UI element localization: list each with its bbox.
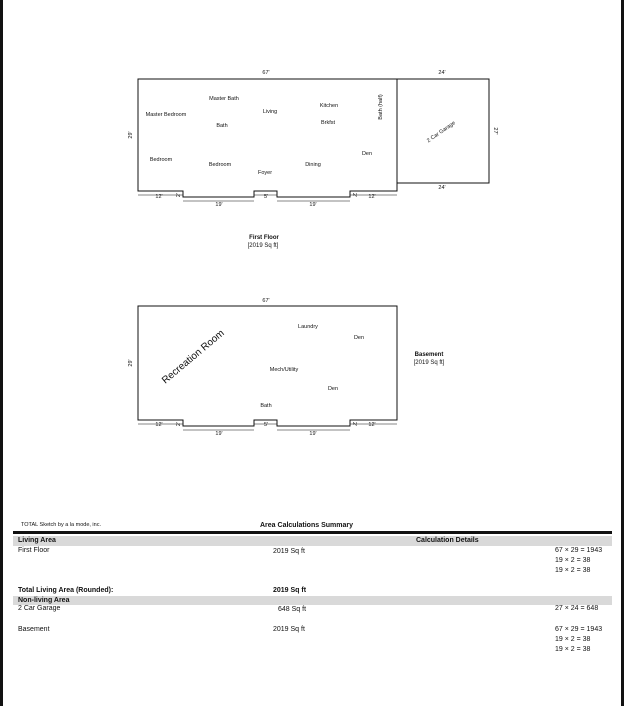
bs-dim-left: 29' bbox=[128, 359, 134, 367]
room-garage: 2 Car Garage bbox=[426, 120, 457, 145]
ff-dim-step-left: 2' bbox=[176, 192, 182, 198]
first-floor-title: First Floor bbox=[249, 235, 279, 241]
bs-calc-2: 19 × 2 = 38 bbox=[555, 636, 591, 643]
ff-dim-top: 67' bbox=[262, 70, 270, 76]
bs-calc-3: 19 × 2 = 38 bbox=[555, 646, 591, 653]
ff-dim-garage-right: 27' bbox=[492, 127, 498, 135]
room-brkfst: Brkfst bbox=[320, 120, 336, 126]
living-area-header-bar bbox=[13, 536, 612, 546]
ff-dim-bottom-19-right: 19' bbox=[309, 202, 317, 208]
summary-top-rule bbox=[13, 531, 612, 534]
ff-dim-bottom-19-left: 19' bbox=[215, 202, 223, 208]
bs-dim-bottom-5: 5' bbox=[263, 422, 269, 428]
ff-calc-1: 67 × 29 = 1943 bbox=[555, 547, 603, 554]
ff-dim-step-right: 2' bbox=[351, 192, 357, 198]
ff-dim-garage-top: 24' bbox=[438, 70, 446, 76]
ff-dim-bottom-12-left: 12' bbox=[155, 194, 163, 200]
room-mech-utility: Mech/Utility bbox=[269, 367, 299, 373]
basement-title: Basement bbox=[414, 352, 444, 358]
living-area-label: Living Area bbox=[18, 537, 56, 544]
garage-calc: 27 × 24 = 648 bbox=[555, 605, 599, 612]
basement-area: [2019 Sq ft] bbox=[413, 360, 445, 366]
first-floor-area: [2019 Sq ft] bbox=[247, 243, 279, 249]
bs-dim-top: 67' bbox=[262, 298, 270, 304]
ff-dim-left: 29' bbox=[128, 131, 134, 139]
sketch-credit: TOTAL Sketch by a la mode, inc. bbox=[21, 522, 101, 528]
room-den: Den bbox=[361, 151, 373, 157]
calc-details-label: Calculation Details bbox=[416, 537, 479, 544]
room-den-basement-2: Den bbox=[327, 386, 339, 392]
total-living-label: Total Living Area (Rounded): bbox=[18, 587, 114, 594]
room-bath-half: Bath (half) bbox=[378, 94, 384, 120]
first-floor-row-name: First Floor bbox=[18, 547, 50, 554]
room-laundry: Laundry bbox=[298, 324, 318, 330]
bs-dim-bottom-12-right: 12' bbox=[368, 422, 376, 428]
ff-dim-garage-bottom: 24' bbox=[438, 185, 446, 191]
basement-row-area: 2019 Sq ft bbox=[273, 626, 305, 633]
room-recreation: Recreation Room bbox=[160, 327, 227, 387]
bs-dim-bottom-19-right: 19' bbox=[309, 431, 317, 437]
ff-calc-2: 19 × 2 = 38 bbox=[555, 557, 591, 564]
room-bath-basement: Bath bbox=[260, 403, 272, 409]
room-living: Living bbox=[262, 109, 278, 115]
room-dining: Dining bbox=[305, 162, 321, 168]
bs-dim-bottom-19-left: 19' bbox=[215, 431, 223, 437]
bs-dim-bottom-12-left: 12' bbox=[155, 422, 163, 428]
ff-calc-3: 19 × 2 = 38 bbox=[555, 567, 591, 574]
room-bath: Bath bbox=[216, 123, 228, 129]
room-foyer: Foyer bbox=[257, 170, 273, 176]
room-bedroom-1: Bedroom bbox=[149, 157, 173, 163]
room-master-bath: Master Bath bbox=[209, 96, 239, 102]
bs-calc-1: 67 × 29 = 1943 bbox=[555, 626, 603, 633]
ff-dim-bottom-12-right: 12' bbox=[368, 194, 376, 200]
room-den-basement-1: Den bbox=[353, 335, 365, 341]
room-bedroom-2: Bedroom bbox=[208, 162, 232, 168]
first-floor-row-area: 2019 Sq ft bbox=[273, 548, 305, 555]
non-living-header-bar bbox=[13, 596, 612, 605]
bs-dim-step-left: 2' bbox=[176, 421, 182, 427]
garage-row-area: 648 Sq ft bbox=[278, 606, 307, 613]
room-kitchen: Kitchen bbox=[319, 103, 339, 109]
garage-row-name: 2 Car Garage bbox=[18, 605, 61, 612]
summary-title: Area Calculations Summary bbox=[260, 522, 353, 529]
total-living-value: 2019 Sq ft bbox=[273, 587, 307, 594]
bs-dim-step-right: 2' bbox=[351, 421, 357, 427]
non-living-label: Non-living Area bbox=[18, 597, 70, 604]
room-master-bedroom: Master Bedroom bbox=[145, 112, 187, 118]
ff-dim-bottom-5: 5' bbox=[263, 194, 269, 200]
basement-row-name: Basement bbox=[18, 626, 50, 633]
